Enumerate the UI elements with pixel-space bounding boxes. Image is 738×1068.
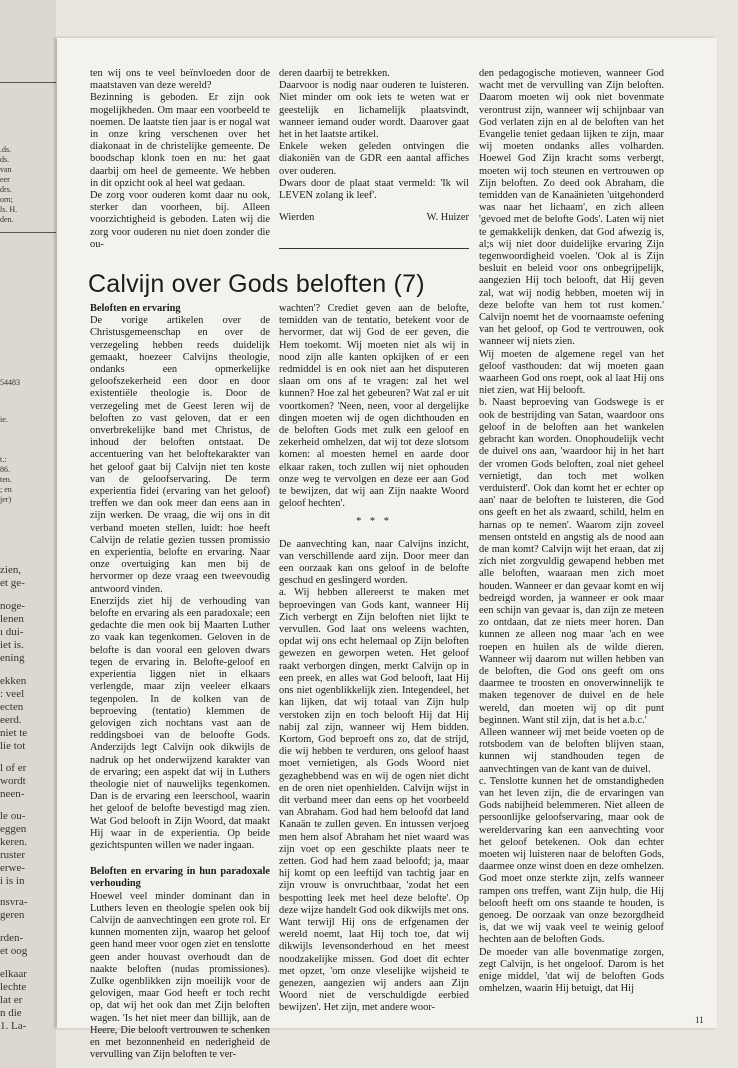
margin-fragment: den. [0, 215, 14, 224]
adjacent-page-strip [0, 0, 56, 1068]
paragraph: Hoewel veel minder dominant dan in Luthers leven en theologie spelen ook bij Calvijn de aanvechtingen een grote rol. Er kunnen momenten zijn, waarop het geloof geen hand meer voor ogen ziet en tenslotte geen ander houvast overhoudt dan de naakte beloften (nudas promissiones). Zulke ogenblikken zijn moeilijk voor de gelovigen, maar God heeft er toch recht op, dat wij het ook dan met Zijn beloften wagen. 'Is het niet meer dan billijk, aan de Heere, Die belooft vertrouwen te schenken en met bezonnenheid en nederigheid de vervulling van Zijn beloften te ver- [90, 890, 270, 1061]
article-title: Calvijn over Gods beloften (7) [88, 270, 425, 298]
margin-fragment: 1. La- [0, 1020, 27, 1032]
margin-fragment: et ge- [0, 577, 25, 589]
article-column-c [479, 68, 664, 1008]
margin-fragment: : veel [0, 688, 25, 700]
margin-fragment: lat er [0, 994, 23, 1006]
margin-fragment: wordt [0, 775, 26, 787]
margin-fragment: lenen [0, 613, 24, 625]
margin-fragment: eerd. [0, 714, 22, 726]
margin-fragment: rden- [0, 932, 24, 944]
margin-fragment: ; en [0, 485, 12, 494]
paragraph: Enkele weken geleden ontvingen die diakoniën van de GDR een aantal affiches over ouderen. [279, 141, 469, 177]
margin-fragment: keren. [0, 836, 28, 848]
margin-fragment: elkaar [0, 968, 27, 980]
margin-fragment: geren [0, 909, 25, 921]
paragraph: c. Tenslotte kunnen het de omstandigheden van het leven zijn, die de ervaringen van Gods nabijheid belemmeren. Niet alleen de persoonlijke geloofservaring, maar ook de wereldervaring kan een aanvechting voor het geloof betekenen. Ook dan echter moeten wij luisteren naar de beloften Gods, daarmee onze winst doen en deze omhelzen. God moet onze sterkte zijn, zelfs wanneer rampen ons treffen, want Zijn hulp, die Hij belooft heeft om ons staande te houden, is genoeg. De oorzaak van onze bezorgdheid is, dat we wij vaak veel te weinig geloof hechten aan de beloften Gods. [479, 775, 664, 946]
margin-fragment: i is in [0, 875, 25, 887]
margin-fragment: t.: [0, 455, 7, 464]
margin-fragment: ds. [0, 155, 10, 164]
margin-fragment: jer) [0, 495, 12, 504]
margin-fragment: 54483 [0, 378, 20, 387]
paragraph: Enerzijds ziet hij de verhouding van belofte en ervaring als een paradoxale; een gedachte die men ook bij Maarten Luther zo vaak kan tegenkomen. Geloven in de belofte is dan vooral een geloven dwars tegen de ervaring in. Belofte-geloof en experientia liggen niet in elkaars verlengde, maar zijn veeleer elkaars tegenpolen. In de kolken van de beproeving (tentatio) klemmen de gelovigen zich nochtans vast aan de reddingsboei van de beloofte Gods. Anderzijds legt Calvijn ook dikwijls de nadruk op het onderwijzend karakter van de ervaring; een aspekt dat wij in Luthers theologie niet of nauwelijks tegenkomen. Dan is de ervaring een leerschool, waarin het geloof de belofte bevestigd mag zien. Wat God belooft in Zijn Woord, dat maakt Hij waar in de experientia. Op beide gezichtspunten willen we nader ingaan. [90, 595, 270, 851]
article-column-a [90, 303, 270, 1061]
margin-fragment: van [0, 165, 12, 174]
margin-fragment: noge- [0, 600, 26, 612]
paragraph: De moeder van alle bovenmatige zorgen, zegt Calvijn, is het ongeloof. Darom is het enige middel, 'dat wij de beloften Gods omhelzen, waarin Hij betuigt, dat Hij [479, 946, 664, 995]
margin-fragment: lechte [0, 981, 27, 993]
margin-fragment: eer [0, 175, 10, 184]
section-heading: Beloften en ervaring [90, 303, 181, 314]
paragraph: Wij moeten de algemene regel van het geloof vasthouden: dat wij moeten gaan waarheen God ons roept, ook al laat Hij ons niet zien, wat Hij belooft. [479, 348, 664, 397]
paragraph: Alleen wanneer wij met beide voeten op de rotsbodem van de beloften blijven staan, kunnen wij standhouden tegen de aanvechtingen van de kant van de duivel. [479, 726, 664, 775]
paragraph: wachten'? Crediet geven aan de belofte, temidden van de tentatio, betekent voor de hervormer, dat wij God de eer geven, die Hem toekomt. Wij moeten niet als wij in nood zijn alle kanten opkijken of er een redmiddel is en ook niet aan het disputeren slaan om ons af te vragen: zal het wel kunnen? Hoe zal het gebeuren? Wat zal er uit voortkomen? 'Neen, neen, voor al dergelijke dingen moeten wij de ogen dichthouden en de beloften Gods met zulk een geloof en zekerheid omhelzen, dat wij tot deze slotsom komen: al moesten hemel en aarde door elkaar raken, toch zullen wij niet ophouden onze weg te vervolgen en deze eer aan God te bewijzen, dat wij aan Zijn naakte Woord geloof hechten'. [279, 303, 469, 510]
paragraph: deren daarbij te betrekken. [279, 68, 390, 79]
margin-fragment: niet te [0, 727, 28, 739]
paragraph: b. Naast beproeving van Godswege is er ook de bestrijding van Satan, waardoor ons geloof in de beloften aan het wankelen gebracht kan worden. Onophoudelijk vecht de duivel ons aan, 'waardoor hij in het hart der vromen Gods beloften, zoal niet geheel vernietigt, dan toch met wolken verduisterd'. Ook dan komt het er echter op aan' naar de beloften te luisteren, die God ons geeft en het als zwaard, schild, helm en harnas op te nemen'. Waarom zijn zoveel mensen ontsteld en angstig als de nood aan de man komt? Calvijn wijt het eraan, dat zij zich niet zorgvuldig gewapend hebben met alle beloften, waaraan men zich moet houden. Wanneer er dan gevaar komt en wij bedreigd worden, ja wanneer er ook maar een schijn van gevaar is, dan zijn ze meteen zo ontdaan, dat ze niets meer horen. Dan kunnen ze alleen nog maar 'ach en wee roepen en huilen als de wilde dieren. Wanneer wij daarom nut willen hebben van de beloften, die God ons geeft om ons daarmee te troosten en onoverwinnelijk te maken tegenover de duivel en de hele wereld, dan moeten wij op dit punt beginnen. Want stil zijn, dat is het a.b.c.' [479, 397, 664, 726]
margin-fragment: ecten [0, 701, 24, 713]
margin-fragment: eggen [0, 823, 27, 835]
margin-fragment: et oog [0, 945, 28, 957]
signature-place: Wierden [279, 212, 315, 224]
margin-fragment: 86. [0, 465, 10, 474]
margin-fragment: ı dui- [0, 626, 24, 638]
signature-line [279, 212, 469, 224]
paragraph: Daarvoor is nodig naar ouderen te luisteren. Niet minder om ook iets te weten wat er geestelijk en lichamelijk plaatsvindt, wanneer iemand ouder wordt. Daarover gaat het in het laatste artikel. [279, 80, 469, 141]
margin-fragment: orn; [0, 195, 13, 204]
margin-fragment: .ds. [0, 145, 12, 154]
paragraph: De aanvechting kan, naar Calvijns inzicht, van verschillende aard zijn. Door meer dan een oorzaak kan ons geloof in de belofte geschud en geslingerd worden. [279, 538, 469, 587]
margin-fragment: l of er [0, 762, 27, 774]
article-column-b [279, 303, 469, 1014]
margin-fragment: nsvra- [0, 896, 28, 908]
section-heading: Beloften en ervaring in hun paradoxale verhouding [90, 866, 270, 890]
margin-fragment: ten. [0, 475, 12, 484]
paragraph: Dwars door de plaat staat vermeld: 'Ik wil LEVEN zolang ik leef'. [279, 177, 469, 202]
paragraph: ten wij ons te veel beïnvloeden door de maatstaven van deze wereld? [90, 68, 270, 92]
paragraph: den pedagogische motieven, wanneer God wacht met de vervulling van Zijn beloften. Daarom moeten wij ook niet bovenmate verontrust zijn, wanneer wij schijnbaar van God verlaten zijn en al de beloften van het Evangelie teniet gedaan lijken te zijn, maar wij moeten ondanks alles volharden. Hoewel God Zijn kracht soms verbergt, moeten wij toch steunen en vertrouwen op Zijn beloften. Zo deed ook Abraham, die temidden van de Kanaänieten 'uitgehonderd was naar het lichaam', en zich alleen 'gevoed met de belofte Gods'. Laten wij niet te gemakkelijk denken, dat God afwezig is, al;s wij niet door duidelijke ervaring Zijn tegenwoordigheid voelen. 'Ook al is Zijn besluit en beleid voor ons onbegrijpelijk, aangezien Hij toch belooft, dat Hij geven zal, wat wij nodig hebben, moeten wij in deze belofte van hem tot rust komen.' Calvijn noemt het de voornaamste oefening van het geloof, op God te vertrouwen, ook wanneer wij niets zien. [479, 68, 664, 348]
margin-fragment: le ou- [0, 810, 26, 822]
margin-fragment: n die [0, 1007, 22, 1019]
top-column-1 [90, 68, 270, 250]
margin-fragment: zien, [0, 564, 22, 576]
margin-fragment: neen- [0, 788, 25, 800]
page-number: 11 [695, 1015, 704, 1025]
paragraph: De vorige artikelen over de Christusgemeenschap en over de verzegeling hebben reeds duidelijk gemaakt, hoezeer Calvijns theologie, ondanks een opmerkelijke geloofszekerheid een door en door existentiële theologie is. Door de verzegeling met de Geest leren wij de beloften zo vast geloven, dat er een onverbrekelijke band met Christus, de inhoud der beloften ontstaat. De accentuering van het beloftekarakter van het geloof gaat bij Calvijn niet ten koste van de geloofservaring. De term experientia fidei (ervaring van het geloof) treffen we dan ook meer dan eens aan in zijn werken. De vraag, die wij ons in dit verband moeten stellen, luidt: hoe heeft Calvijn de relatie gezien tussen promissio en experientia, belofte en ervaring. Naar onze overtuiging kan men bij de hervormer op deze vraag een tweevoudig antwoord vinden. [90, 315, 270, 595]
top-column-2 [279, 68, 469, 240]
paragraph: a. Wij hebben allereerst te maken met beproevingen van Gods kant, wanneer Hij Zich verbergt en Zijn beloften niet lijkt te vervullen. God laat ons weleens wachten, opdat wij ons echt helemaal op Zijn beloften gewezen en geworpen weten. Het geloof raakt verborgen dingen, merkt Calvijn op in een preek, en alles wat God belooft, laat Hij ons niet ogenblikkelijk zien. Integendeel, het kan lijken, dat wij totaal van Zijn hulp verstoken zijn en toch belooft Hij dat Hij nabij zal zijn, wanneer wij Hem bidden. Kortom, God beproeft ons zo, dat de strijd, die wij hebben te verduren, ons geloof haast moet vernietigen, als Gods Woord niet gezaghebbend was en wij de ogen niet dicht en de oren niet openhielden. Calvijn wijst in dit verband meer dan eens op het voorbeeld van Abraham. God had hem beloofd dat land Kanaän te zullen geven. En intussen verjoeg men hem alsof Abraham het niet waard was zijn voet op een geschikte plaats neer te zetten. God had hem zaad beloofd; ja, maar hij komt op een leeftijd van tachtig jaar en zijn vrouw is onvruchtbaar, 'zodat het een bespotting leek met heel deze belofte'. Op deze wijze handelt God ook dikwijls met ons. Want terwijl Hij ons de erfgenamen der wereld noemt, laat Hij toch toe, dat wij dikwijls levensonderhoud en het meest noodzakelijke missen. God doet dit echter met opzet, 'om onze vleselijke wijsheid te genezen, aangezien wij anders aan Zijn Woord niet de verschuldigde eerbied bewijzen'. Het zijn, met andere woor- [279, 587, 469, 1014]
paragraph: De zorg voor ouderen komt daar nu ook, sterker dan voorheen, bij. Alleen voorzichtigheid is geboden. Laten wij die zorg voor ouderen nu niet doen zonder die ou- [90, 190, 270, 250]
margin-fragment: ls. H. [0, 205, 18, 214]
margin-fragment: iet is. [0, 639, 24, 651]
margin-fragment: erwe- [0, 862, 26, 874]
margin-fragment: ening [0, 652, 25, 664]
paragraph: Bezinning is geboden. Er zijn ook mogelijkheden. Om maar een voorbeeld te noemen. De laatste tien jaar is er nogal wat in onze kring verschenen over het diakonaat in de christelijke gemeente. De boodschap klonk toen en nu: het gaat daarbij om heel de gemeente. We hebben in dit opzicht ook al heel wat gedaan. [90, 92, 270, 189]
margin-fragment: drs. [0, 185, 12, 194]
section-rule [279, 248, 469, 249]
margin-fragment: lie tot [0, 740, 26, 752]
margin-fragment: ekken [0, 675, 27, 687]
signature-name: W. Huizer [426, 212, 469, 224]
margin-fragment: ruster [0, 849, 26, 861]
margin-fragment: ie. [0, 415, 8, 424]
margin-rule [0, 232, 56, 233]
section-separator: * * * [356, 516, 392, 528]
margin-rule [0, 82, 56, 83]
